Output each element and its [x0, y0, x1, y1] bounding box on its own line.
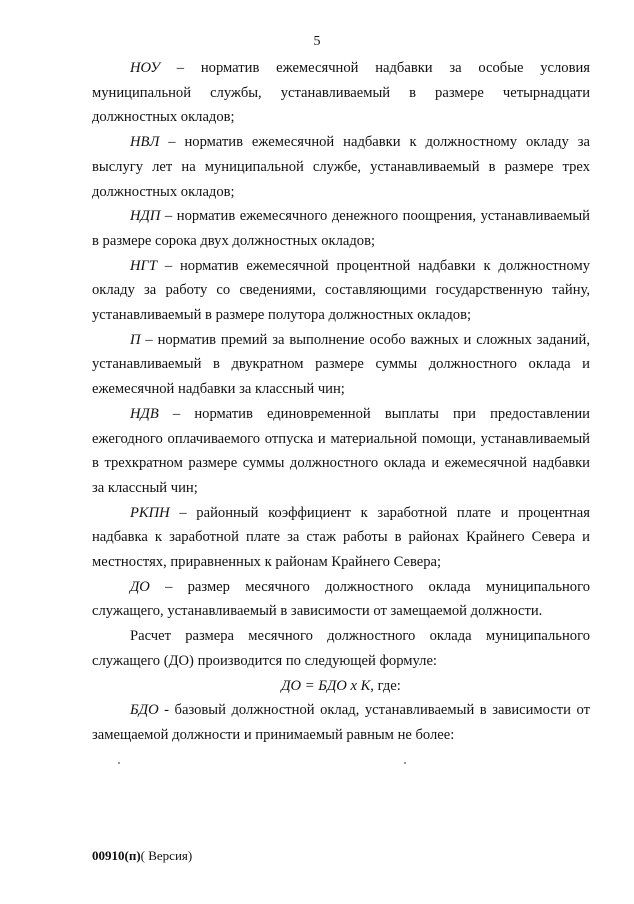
definition-text: – районный коэффициент к заработной плате и процентная надбавка к заработной плате за стаж работы в районах Крайнего Севера и местностях, приравненных к районам Крайнего Севера; — [92, 504, 590, 571]
definition-term: НГТ — [130, 257, 157, 274]
definition-paragraph — [92, 328, 590, 402]
document-body — [92, 56, 590, 748]
definition-text: – норматив единовременной выплаты при предоставлении ежегодного оплачиваемого отпуска и материальной помощи, устанавливаемый в трехкратном размере суммы должностного оклада и ежемесячной надбавки за классный чин; — [92, 405, 590, 496]
document-footer — [92, 848, 192, 864]
formula-expression: ДО = БДО х К — [281, 677, 371, 694]
definition-paragraph — [92, 254, 590, 328]
definition-term: НДВ — [130, 405, 159, 422]
definition-text: – норматив ежемесячной надбавки за особые условия муниципальной службы, устанавливаемый в размере четырнадцати должностных окладов; — [92, 60, 590, 126]
document-code: 00910(п) — [92, 848, 141, 863]
definition-term: РКПН — [130, 504, 170, 521]
definition-term: НОУ — [130, 60, 161, 76]
definition-term: ДО — [130, 578, 150, 595]
calculation-paragraph: Расчет размера месячного должностного оклада муниципального служащего (ДО) производится по следующей формуле: — [92, 628, 590, 669]
definition-text: – норматив ежемесячного денежного поощрения, устанавливаемый в размере сорока двух должностных окладов; — [92, 208, 590, 249]
definition-term: БДО — [130, 702, 159, 719]
scan-speck — [118, 762, 120, 764]
formula-suffix: , где: — [370, 677, 401, 694]
version-label: ( Версия) — [140, 848, 193, 863]
scan-speck — [404, 762, 406, 764]
definition-paragraph — [92, 575, 590, 624]
definition-paragraph — [92, 56, 590, 130]
definition-paragraph — [92, 402, 590, 501]
page-number: 5 — [313, 34, 321, 49]
definition-text: - базовый должностной оклад, устанавливаемый в зависимости от замещаемой должности и принимаемый равным не более: — [92, 702, 590, 743]
definition-text: – норматив ежемесячной надбавки к должностному окладу за выслугу лет на муниципальной службе, устанавливаемый в размере трех должностных окладов; — [92, 134, 590, 200]
definition-term: НДП — [130, 208, 161, 225]
definition-text: – размер месячного должностного оклада муниципального служащего, устанавливаемый в зависимости от замещаемой должности. — [92, 578, 590, 620]
formula-line — [92, 674, 590, 699]
definition-paragraph — [92, 501, 590, 575]
definition-term: П — [130, 331, 141, 348]
definition-paragraph — [92, 204, 590, 253]
definition-paragraph — [92, 130, 590, 204]
definition-paragraph — [92, 698, 590, 747]
definition-text: – норматив ежемесячной процентной надбавки к должностному окладу за работу со сведениями, составляющими государственную тайну, устанавливаемый в размере полутора должностных окладов; — [92, 257, 590, 324]
definition-term: НВЛ — [130, 134, 160, 151]
definition-text: – норматив премий за выполнение особо важных и сложных заданий, устанавливаемый в двукратном размере суммы должностного оклада и ежемесячной надбавки за классный чин; — [92, 331, 590, 398]
